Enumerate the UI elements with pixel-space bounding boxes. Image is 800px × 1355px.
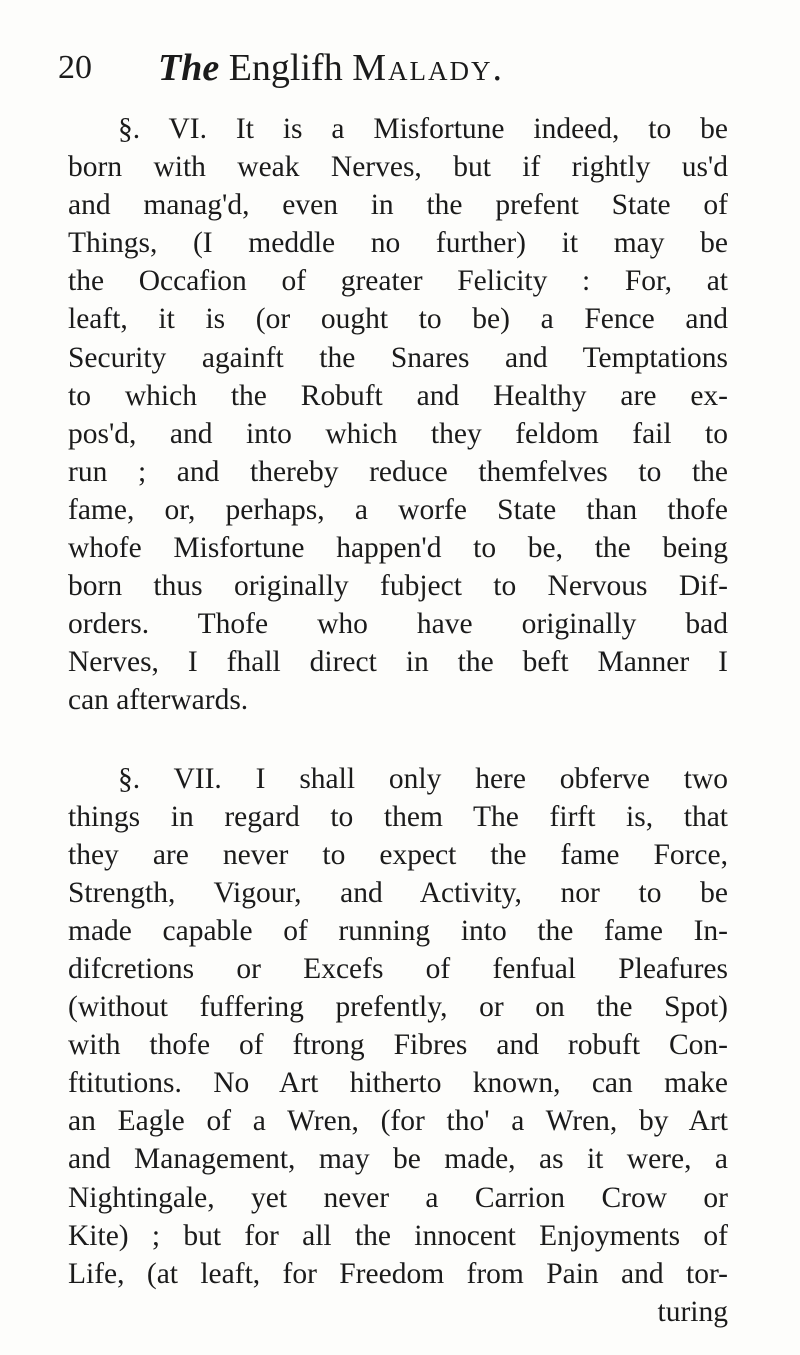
text-line: Kite) ; but for all the innocent Enjoyments of (68, 1219, 728, 1252)
text-line: can afterwards. (68, 684, 249, 717)
text-line: Things, (I meddle no further) it may be (68, 227, 728, 260)
running-title-word: Englifh (228, 47, 343, 89)
text-line: Nightingale, yet never a Carrion Crow or (68, 1181, 728, 1214)
text-line: an Eagle of a Wren, (for tho' a Wren, by Art (68, 1105, 728, 1138)
text-line: and Management, may be made, as it were, a (68, 1143, 728, 1176)
text-line: (without fuffering prefently, or on the Spot) (68, 991, 728, 1024)
text-line: things in regard to them The firft is, that (68, 800, 728, 833)
paragraph-gap (68, 720, 728, 760)
page-number: 20 (58, 49, 92, 86)
text-line: §. VII. I shall only here obferve two (118, 762, 728, 795)
text-line: orders. Thofe who have originally bad (68, 608, 728, 641)
text-line: made capable of running into the fame In- (68, 914, 728, 947)
running-title-smallcaps: Malady. (352, 47, 504, 89)
text-line: Security againft the Snares and Temptations (68, 341, 728, 374)
text-line: leaft, it is (or ought to be) a Fence and (68, 303, 728, 336)
running-title (158, 38, 504, 98)
catchword: turing (657, 1295, 728, 1328)
text-line: difcretions or Excefs of fenfual Pleafures (68, 952, 728, 985)
text-line: fame, or, perhaps, a worfe State than thofe (68, 493, 728, 526)
text-line: to which the Robuft and Healthy are ex- (68, 379, 728, 412)
text-line: Strength, Vigour, and Activity, nor to be (68, 876, 728, 909)
body-text (68, 110, 728, 1331)
text-line: they are never to expect the fame Force, (68, 838, 728, 871)
text-line: and manag'd, even in the prefent State of (68, 189, 728, 222)
text-line: ftitutions. No Art hitherto known, can make (68, 1067, 728, 1100)
text-line: run ; and thereby reduce themfelves to the (68, 455, 728, 488)
text-line: Nerves, I fhall direct in the beft Manner I (68, 646, 728, 679)
text-line: §. VI. It is a Misfortune indeed, to be (118, 113, 728, 145)
text-line: whofe Misfortune happen'd to be, the being (68, 532, 728, 565)
paragraph-section-7 (68, 760, 728, 1293)
text-line: with thofe of ftrong Fibres and robuft Con- (68, 1029, 728, 1062)
text-line: born thus originally fubject to Nervous Dif- (68, 570, 728, 603)
text-line: born with weak Nerves, but if rightly us'd (68, 151, 728, 184)
text-line: the Occafion of greater Felicity : For, at (68, 265, 728, 298)
paragraph-section-6 (68, 110, 728, 720)
running-head (58, 38, 738, 98)
running-title-italic: The (158, 47, 220, 89)
text-line: pos'd, and into which they feldom fail to (68, 417, 728, 450)
text-line: Life, (at leaft, for Freedom from Pain and tor- (68, 1257, 728, 1290)
